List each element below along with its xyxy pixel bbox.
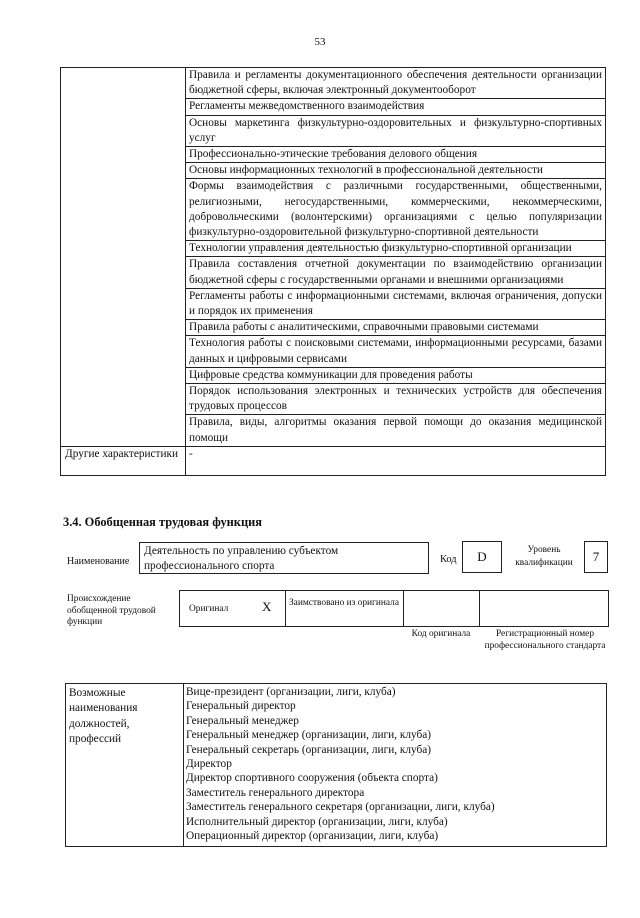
knowledge-item: Правила, виды, алгоритмы оказания первой помощи до оказания медицинской помощи — [186, 415, 606, 446]
knowledge-label-cell — [61, 68, 186, 447]
knowledge-item: Правила работы с аналитическими, справочными правовыми системами — [186, 320, 606, 336]
original-mark: X — [262, 599, 272, 614]
knowledge-item: Правила составления отчетной документации по взаимодействию организации бюджетной сферы с государственными органами и внешними организациями — [186, 257, 606, 288]
knowledge-item: Цифровые средства коммуникации для проведения работы — [186, 367, 606, 383]
knowledge-item: Правила и регламенты документационного обеспечения деятельности организации бюджетной сферы, включая электронный документооборот — [186, 68, 606, 99]
section-title: 3.4. Обобщенная трудовая функция — [63, 515, 262, 529]
positions-table — [65, 683, 607, 847]
position-item: Заместитель генерального секретаря (организации, лиги, клуба) — [186, 801, 495, 814]
position-item: Генеральный менеджер (организации, лиги, клуба) — [186, 729, 431, 742]
borrowed-label: Заимствовано из оригинала — [288, 598, 400, 608]
origin-label: Происхождение обобщенной трудовой функции — [67, 594, 156, 627]
code-original-caption: Код оригинала — [411, 629, 471, 639]
position-item: Генеральный директор — [186, 700, 296, 713]
function-name-value: Деятельность по управлению субъектом профессионального спорта — [139, 542, 429, 574]
knowledge-item: Основы маркетинга физкультурно-оздоровительных и физкультурно-спортивных услуг — [186, 115, 606, 146]
position-item: Операционный директор (организации, лиги, клуба) — [186, 830, 439, 843]
origin-divider — [479, 590, 480, 627]
original-label: Оригинал — [189, 604, 229, 614]
origin-divider — [285, 590, 286, 627]
name-label: Наименование — [67, 556, 130, 567]
other-characteristics-value: - — [186, 446, 606, 475]
knowledge-item: Технология работы с поисковыми системами, информационными ресурсами, базами данных и цифровыми сервисами — [186, 336, 606, 367]
knowledge-item: Технологии управления деятельностью физкультурно-спортивной организации — [186, 241, 606, 257]
function-code-value: D — [462, 541, 502, 573]
position-item: Директор — [186, 758, 232, 771]
position-item: Исполнительный директор (организации, лиги, клуба) — [186, 815, 448, 828]
position-item: Директор спортивного сооружения (объекта спорта) — [186, 772, 438, 785]
positions-label: Возможные наименования должностей, профессий — [66, 684, 184, 846]
knowledge-table — [60, 67, 606, 476]
position-item: Заместитель генерального директора — [186, 786, 365, 799]
position-item: Генеральный менеджер — [186, 714, 299, 727]
code-label: Код — [440, 554, 457, 565]
knowledge-item: Регламенты межведомственного взаимодействия — [186, 99, 606, 115]
knowledge-item: Формы взаимодействия с различными государственными, общественными, религиозными, негосударственными, коммерческими, некоммерческими, добровольческими (волонтерскими) организациями с целью популяризации физкультурно-оздоровительной физкультурно-спортивной деятельности — [186, 179, 606, 241]
level-label: Уровень квалификации — [515, 545, 573, 568]
position-item: Вице-президент (организации, лиги, клуба) — [186, 686, 396, 698]
qualification-level-value: 7 — [584, 541, 608, 573]
page-number: 53 — [314, 36, 326, 48]
origin-divider — [403, 590, 404, 627]
knowledge-item: Профессионально-этические требования делового общения — [186, 147, 606, 163]
position-item: Генеральный секретарь (организации, лиги, клуба) — [186, 743, 432, 756]
other-characteristics-label: Другие характеристики — [61, 446, 186, 475]
knowledge-item: Основы информационных технологий в профессиональной деятельности — [186, 163, 606, 179]
knowledge-item: Порядок использования электронных и технических устройств для обеспечения трудовых процессов — [186, 384, 606, 415]
registration-number-caption: Регистрационный номер профессионального стандарта — [484, 629, 606, 651]
knowledge-item: Регламенты работы с информационными системами, включая ограничения, допуски и порядок их применения — [186, 288, 606, 319]
positions-list — [186, 685, 495, 843]
